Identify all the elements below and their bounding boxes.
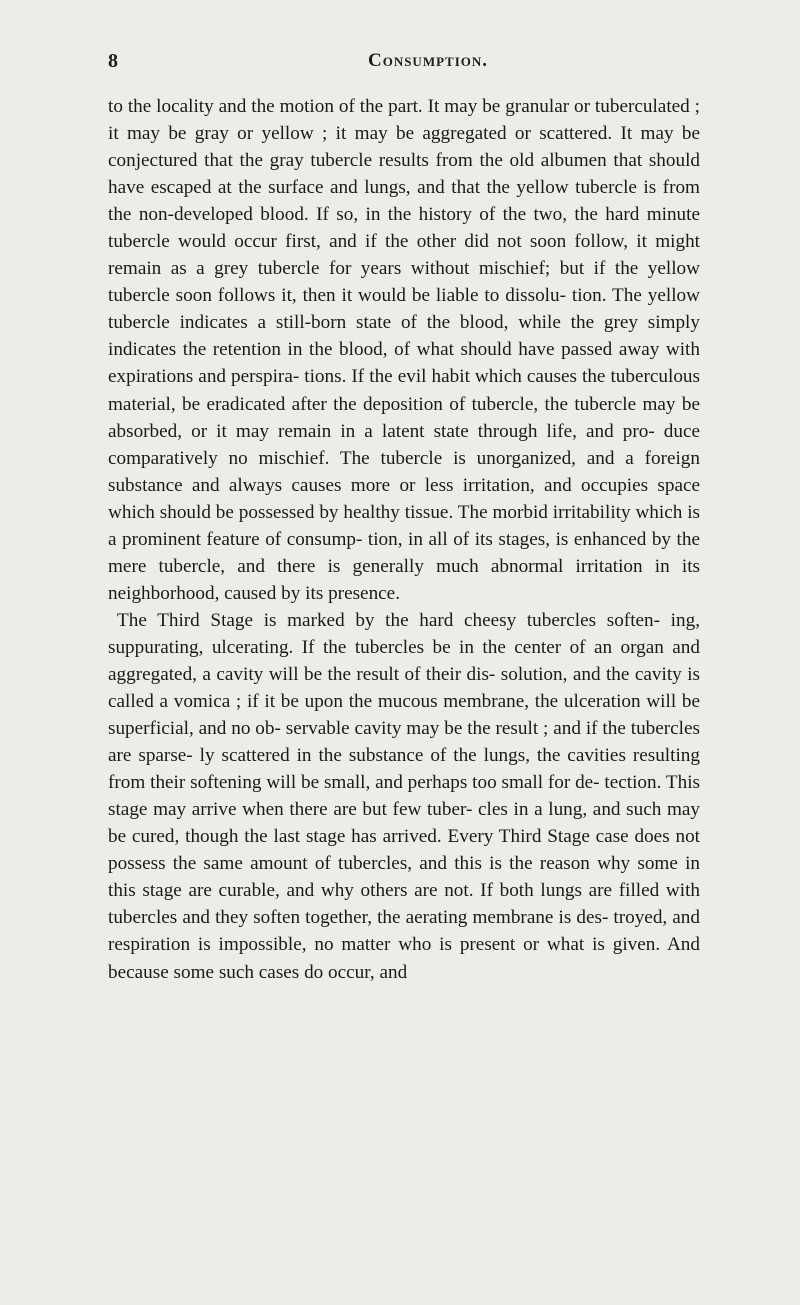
paragraph: to the locality and the motion of the part. It may be granular or tuberculated ; it may be gray or yellow ; it may be aggregated or scattered. It may be conjectured that the gray tubercle results from the old albumen that should have escaped at the surface and lungs, and that the yellow tubercle is from the non-developed blood. If so, in the history of the two, the hard minute tubercle would occur first, and if the other did not soon follow, it might remain as a grey tubercle for years without mischief; but if the yellow tubercle soon follows it, then it would be liable to dissolu- tion. The yellow tubercle indicates a still-born state of the blood, while the grey simply indicates the retention in the blood, of what should have passed away with expirations and perspira- tions. If the evil habit which causes the tuberculous material, be eradicated after the deposition of tubercle, the tubercle may be absorbed, or it may remain in a latent state through life, and pro- duce comparatively no mischief. The tubercle is unorganized, and a foreign substance and always causes more or less irritation, and occupies space which should be possessed by healthy tissue. The morbid irritability which is a prominent feature of consump- tion, in all of its stages, is enhanced by the mere tubercle, and there is generally much abnormal irritation in its neighborhood, caused by its presence. [108, 96, 700, 604]
body-text [108, 93, 700, 986]
page-number: 8 [108, 50, 118, 72]
running-title: Consumption. [367, 50, 489, 71]
running-head [108, 50, 708, 80]
paragraph: The Third Stage is marked by the hard cheesy tubercles soften- ing, suppurating, ulcerating. If the tubercles be in the center of an organ and aggregated, a cavity will be the result of their dis- solution, and the cavity is called a vomica ; if it be upon the mucous membrane, the ulceration will be superficial, and no ob- servable cavity may be the result ; and if the tubercles are sparse- ly scattered in the substance of the lungs, the cavities resulting from their softening will be small, and perhaps too small for de- tection. This stage may arrive when there are but few tuber- cles in a lung, and such may be cured, though the last stage has arrived. Every Third Stage case does not possess the same amount of tubercles, and this is the reason why some in this stage are curable, and why others are not. If both lungs are filled with tubercles and they soften together, the aerating membrane is des- troyed, and respiration is impossible, no matter who is present or what is given. And because some such cases do occur, and [108, 609, 700, 983]
